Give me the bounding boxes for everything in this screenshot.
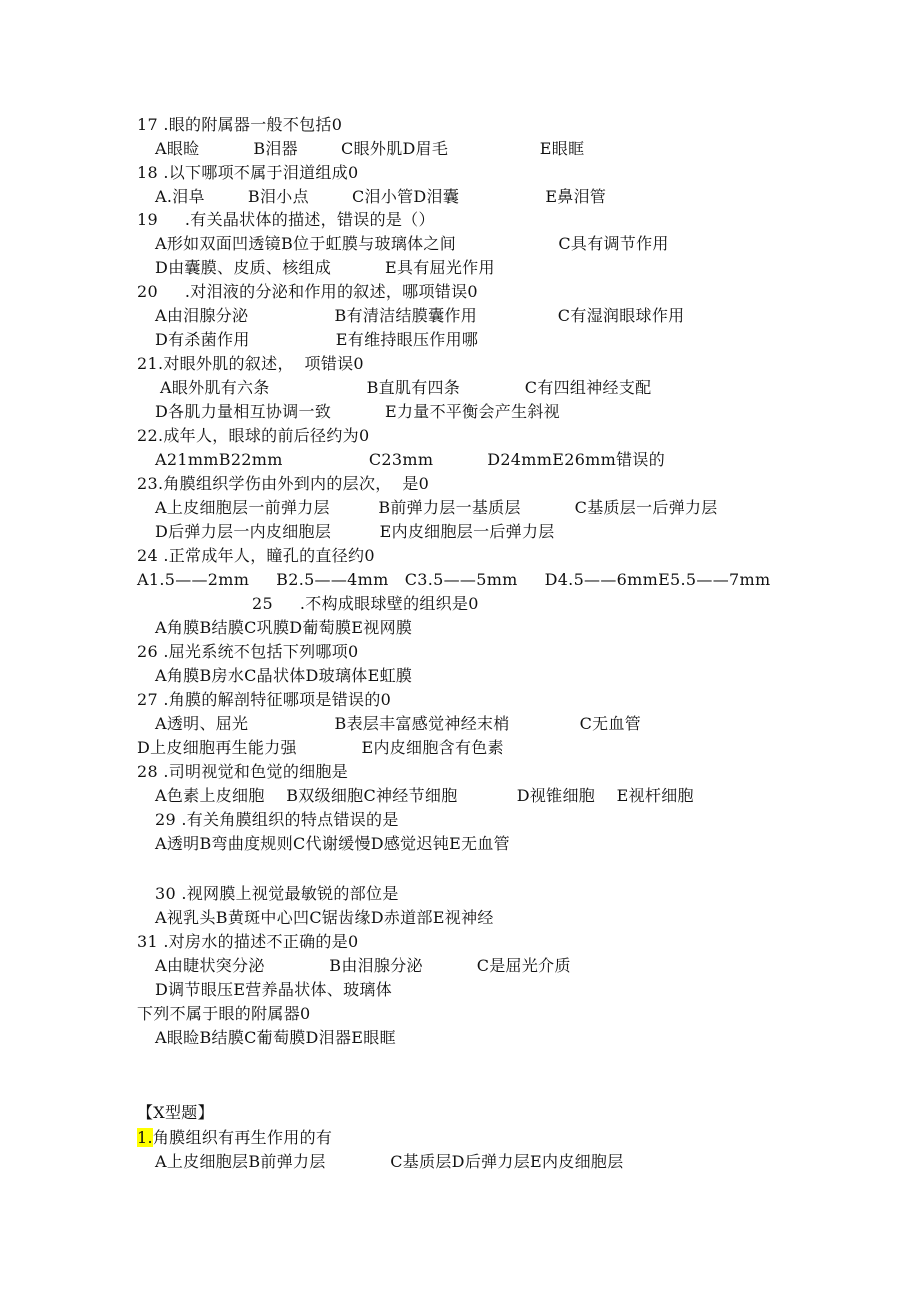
question-19: 19 .有关晶状体的描述，错误的是（） <box>137 210 435 229</box>
question-25: 25 .不构成眼球壁的组织是0 <box>252 594 479 613</box>
options-24: A1.5——2mm B2.5——4mm C3.5——5mm D4.5——6mmE5.5——7mm <box>137 570 771 589</box>
options-26: A角膜B房水C晶状体D玻璃体E虹膜 <box>155 666 413 685</box>
question-23: 23.角膜组织学伤由外到内的层次， 是0 <box>137 474 430 493</box>
options-x-1: A上皮细胞层B前弹力层 C基质层D后弹力层E内皮细胞层 <box>155 1152 624 1171</box>
options-19-a: A形如双面凹透镜B位于虹膜与玻璃体之间 C具有调节作用 <box>155 234 669 253</box>
section-heading-x-type: 【X型题】 <box>137 1103 214 1122</box>
question-27: 27 .角膜的解剖特征哪项是错误的0 <box>137 690 392 709</box>
options-23-a: A上皮细胞层一前弹力层 B前弹力层一基质层 C基质层一后弹力层 <box>155 498 718 517</box>
options-23-b: D后弹力层一内皮细胞层 E内皮细胞层一后弹力层 <box>155 522 555 541</box>
question-x-1 <box>137 1128 332 1148</box>
question-20: 20 .对泪液的分泌和作用的叙述，哪项错误0 <box>137 282 478 301</box>
options-28: A色素上皮细胞 B双级细胞C神经节细胞 D视锥细胞 E视杆细胞 <box>155 786 694 805</box>
options-30: A视乳头B黄斑中心凹C锯齿缘D赤道部E视神经 <box>155 908 494 927</box>
options-17: A眼睑 B泪器 C眼外肌D眉毛 E眼眶 <box>155 139 585 158</box>
question-28: 28 .司明视觉和色觉的细胞是 <box>137 762 349 781</box>
question-26: 26 .屈光系统不包括下列哪项0 <box>137 642 359 661</box>
options-22: A21mmB22mm C23mm D24mmE26mm错误的 <box>155 450 666 469</box>
options-25: A角膜B结膜C巩膜D葡萄膜E视网膜 <box>155 618 413 637</box>
question-17: 17 .眼的附属器一般不包括0 <box>137 115 343 134</box>
options-18: A.泪阜 B泪小点 C泪小管D泪囊 E鼻泪管 <box>155 187 607 206</box>
options-20-a: A由泪腺分泌 B有清洁结膜囊作用 C有湿润眼球作用 <box>155 306 685 325</box>
options-21-b: D各肌力量相互协调一致 E力量不平衡会产生斜视 <box>155 402 560 421</box>
options-31-a: A由睫状突分泌 B由泪腺分泌 C是屈光介质 <box>155 956 571 975</box>
question-x-1-text: 角膜组织有再生作用的有 <box>152 1128 333 1147</box>
question-22: 22.成年人，眼球的前后径约为0 <box>137 426 370 445</box>
options-27-b: D上皮细胞再生能力强 E内皮细胞含有色素 <box>137 738 504 757</box>
options-21-a: A眼外肌有六条 B直肌有四条 C有四组神经支配 <box>160 378 652 397</box>
question-31: 31 .对房水的描述不正确的是0 <box>137 932 359 951</box>
question-21: 21.对眼外肌的叙述， 项错误0 <box>137 354 364 373</box>
options-31-b: D调节眼压E营养晶状体、玻璃体 <box>155 980 393 999</box>
question-29: 29 .有关角膜组织的特点错误的是 <box>155 810 399 829</box>
question-30: 30 .视网膜上视觉最敏锐的部位是 <box>155 884 399 903</box>
options-32: A眼睑B结膜C葡萄膜D泪器E眼眶 <box>155 1028 396 1047</box>
options-20-b: D有杀菌作用 E有维持眼压作用哪 <box>155 330 479 349</box>
highlighted-question-number: 1. <box>137 1128 153 1147</box>
options-27-a: A透明、屈光 B表层丰富感觉神经末梢 C无血管 <box>155 714 642 733</box>
options-19-b: D由囊膜、皮质、核组成 E具有屈光作用 <box>155 258 495 277</box>
options-29: A透明B弯曲度规则C代谢缓慢D感觉迟钝E无血管 <box>155 834 510 853</box>
question-32: 下列不属于眼的附属器0 <box>137 1004 311 1023</box>
question-24: 24 .正常成年人，瞳孔的直径约0 <box>137 546 375 565</box>
question-18: 18 .以下哪项不属于泪道组成0 <box>137 163 359 182</box>
